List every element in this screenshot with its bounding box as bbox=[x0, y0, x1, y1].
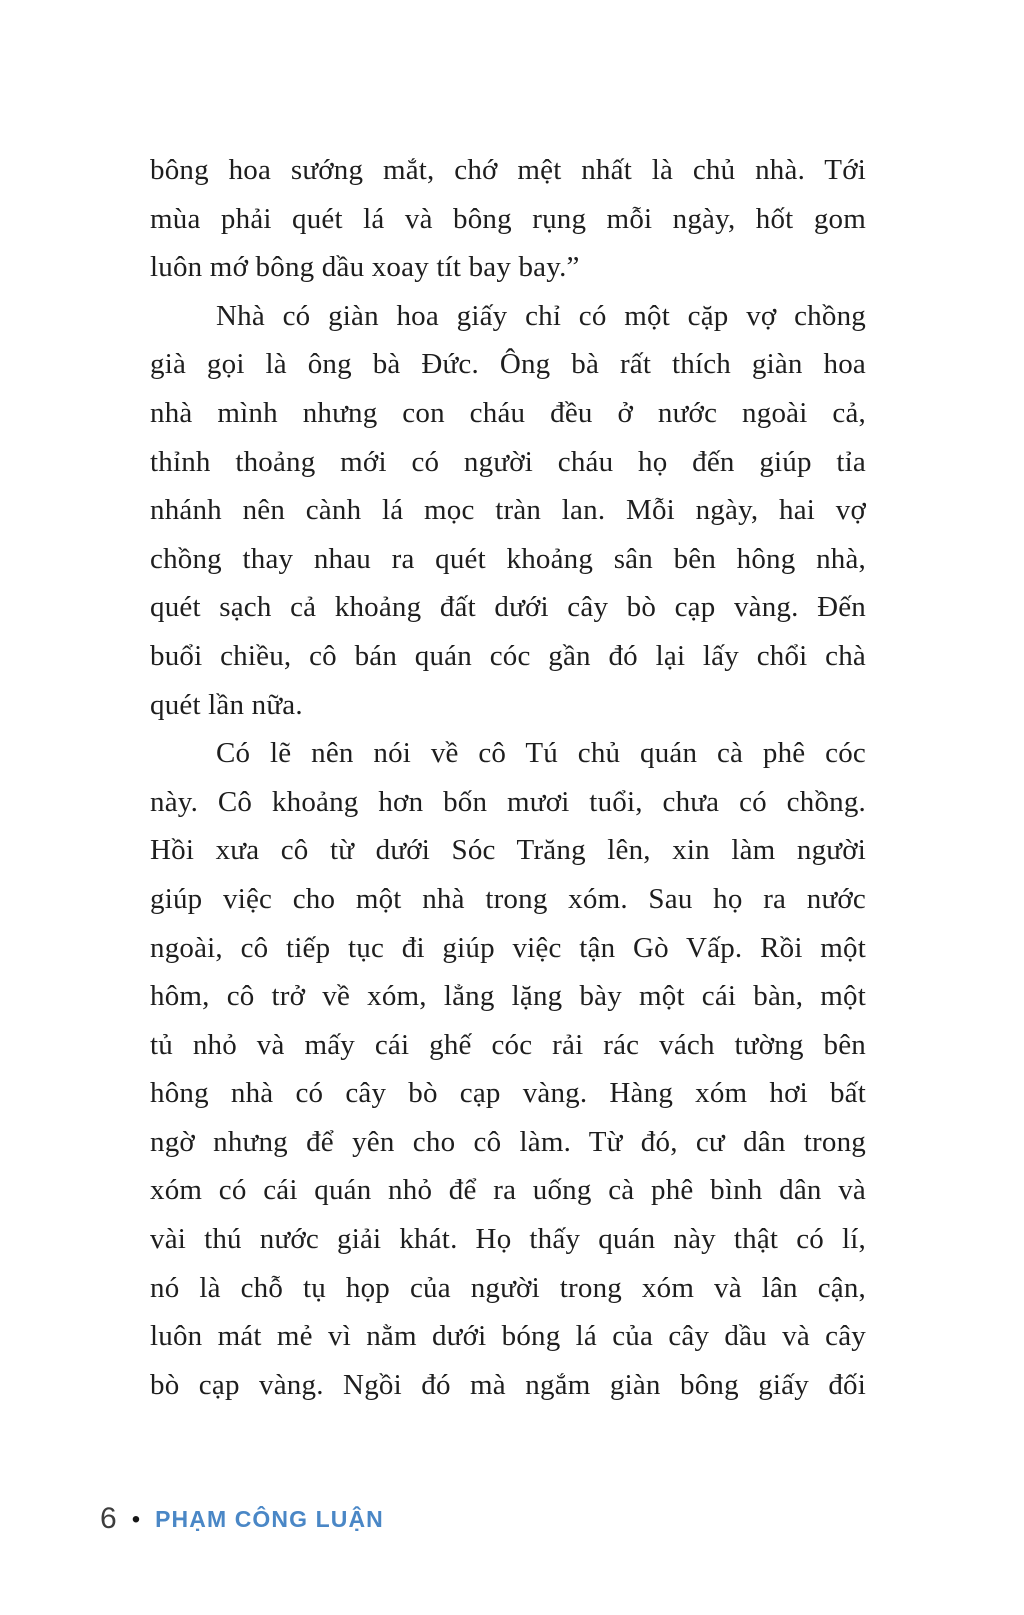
text-line: ngoài, cô tiếp tục đi giúp việc tận Gò Vấp. Rồi một bbox=[150, 931, 866, 964]
text-line: thỉnh thoảng mới có người cháu họ đến giúp tỉa bbox=[150, 445, 866, 478]
text-line: quét lần nữa. bbox=[150, 688, 303, 721]
paragraph bbox=[150, 729, 866, 1409]
text-line: này. Cô khoảng hơn bốn mươi tuổi, chưa có chồng. bbox=[150, 785, 866, 818]
text-line: nhánh nên cành lá mọc tràn lan. Mỗi ngày, hai vợ bbox=[150, 494, 866, 527]
text-line: già gọi là ông bà Đức. Ông bà rất thích giàn hoa bbox=[150, 348, 866, 381]
text-line: hôm, cô trở về xóm, lẳng lặng bày một cái bàn, một bbox=[150, 980, 866, 1013]
text-line: ngờ nhưng để yên cho cô làm. Từ đó, cư dân trong bbox=[150, 1125, 866, 1158]
text-line: Nhà có giàn hoa giấy chỉ có một cặp vợ chồng bbox=[216, 299, 866, 332]
text-line: chồng thay nhau ra quét khoảng sân bên hông nhà, bbox=[150, 542, 866, 575]
text-line: buổi chiều, cô bán quán cóc gần đó lại lấy chổi chà bbox=[150, 639, 866, 672]
page-footer bbox=[100, 1494, 384, 1544]
text-line: nó là chỗ tụ họp của người trong xóm và lân cận, bbox=[150, 1271, 866, 1304]
page-number: 6 bbox=[100, 1502, 117, 1535]
paragraph bbox=[150, 292, 866, 729]
text-line: mùa phải quét lá và bông rụng mỗi ngày, hốt gom bbox=[150, 202, 866, 235]
paragraph bbox=[150, 146, 866, 292]
text-line: luôn mát mẻ vì nằm dưới bóng lá của cây dầu và cây bbox=[150, 1320, 866, 1353]
text-line: xóm có cái quán nhỏ để ra uống cà phê bình dân và bbox=[150, 1174, 866, 1207]
author-name: PHẠM CÔNG LUẬN bbox=[155, 1505, 384, 1532]
text-line: bò cạp vàng. Ngồi đó mà ngắm giàn bông giấy đối bbox=[150, 1368, 866, 1401]
text-line: Hồi xưa cô từ dưới Sóc Trăng lên, xin làm người bbox=[150, 834, 866, 867]
text-line: bông hoa sướng mắt, chớ mệt nhất là chủ nhà. Tới bbox=[150, 154, 866, 186]
text-line: quét sạch cả khoảng đất dưới cây bò cạp vàng. Đến bbox=[150, 591, 866, 624]
text-line: Có lẽ nên nói về cô Tú chủ quán cà phê cóc bbox=[216, 737, 866, 770]
text-block bbox=[150, 146, 866, 1409]
text-line: tủ nhỏ và mấy cái ghế cóc rải rác vách tường bên bbox=[150, 1028, 866, 1061]
text-line: giúp việc cho một nhà trong xóm. Sau họ ra nước bbox=[150, 882, 866, 915]
text-line: luôn mớ bông dầu xoay tít bay bay.” bbox=[150, 251, 580, 284]
text-line: vài thú nước giải khát. Họ thấy quán này thật có lí, bbox=[150, 1223, 866, 1256]
text-line: nhà mình nhưng con cháu đều ở nước ngoài cả, bbox=[150, 396, 866, 429]
bullet-separator: • bbox=[131, 1506, 141, 1533]
text-line: hông nhà có cây bò cạp vàng. Hàng xóm hơi bất bbox=[150, 1077, 866, 1110]
